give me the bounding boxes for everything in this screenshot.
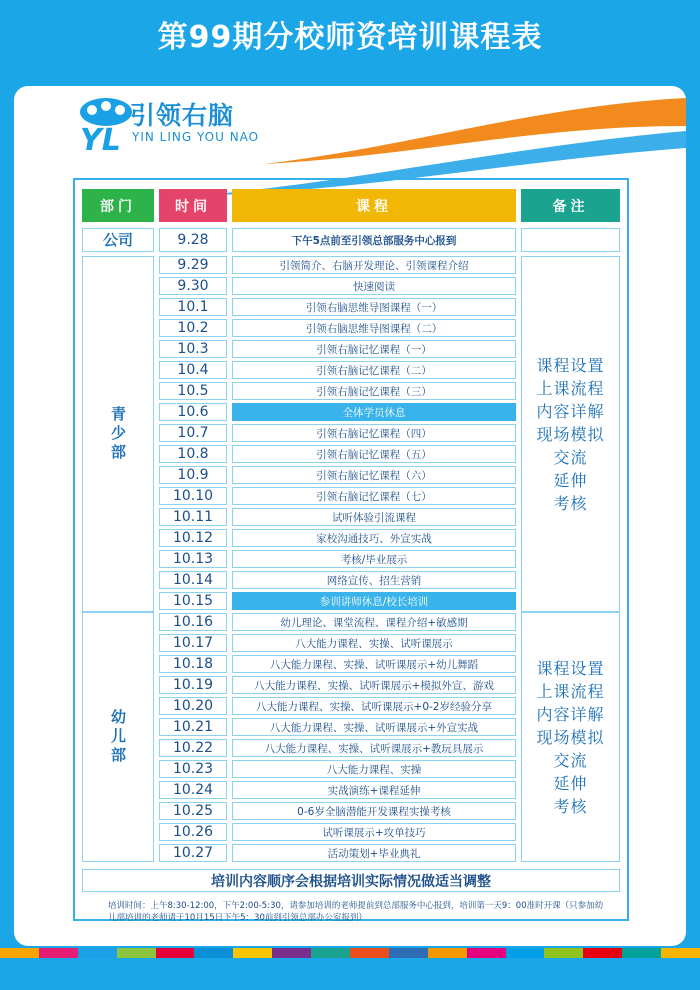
training-time-note: 培训时间：上午8:30-12:00，下午2:00-5:30，请参加培训的老师提前到总部服务中心报到，培训第一天9：00准时开课（只参加幼儿部培训的老师请于10月15日下午5：30前到引领总部办公室报到） [108, 901, 604, 923]
course-cell: 全体学员休息 [232, 403, 516, 421]
time-cell: 10.18 [159, 655, 227, 673]
time-cell: 10.20 [159, 697, 227, 715]
time-cell: 10.6 [159, 403, 227, 421]
dept-youth [82, 256, 154, 612]
time-cell: 10.25 [159, 802, 227, 820]
remark-line: 延伸 [553, 773, 588, 793]
remark-line: 课程设置 [536, 355, 605, 375]
course-cell: 引领右脑思维导图课程（一） [232, 298, 516, 316]
color-bar-segment [156, 948, 195, 958]
course-cell: 引领右脑记忆课程（六） [232, 466, 516, 484]
course-cell: 引领右脑思维导图课程（二） [232, 319, 516, 337]
dept-kids [82, 612, 154, 862]
brand-name-en: YIN LING YOU NAO [132, 130, 260, 144]
color-bar-segment [583, 948, 622, 958]
color-bar-segment [389, 948, 428, 958]
course-cell: 八大能力课程、实操、试听课展示+外宣实战 [232, 718, 516, 736]
remark-line: 上课流程 [536, 378, 605, 398]
remark-company [521, 228, 620, 252]
course-cell: 活动策划+毕业典礼 [232, 844, 516, 862]
remark-line: 内容详解 [536, 401, 605, 421]
course-cell: 引领右脑记忆课程（二） [232, 361, 516, 379]
course-cell: 八大能力课程、实操、试听课展示 [232, 634, 516, 652]
color-bar-segment [78, 948, 117, 958]
color-bar-segment [233, 948, 272, 958]
page-title: 第99期分校师资培训课程表 [157, 20, 543, 55]
time-cell: 10.8 [159, 445, 227, 463]
adjustment-notice: 培训内容顺序会根据培训实际情况做适当调整 [82, 869, 620, 892]
course-cell: 八大能力课程、实操、试听课展示+0-2岁经验分享 [232, 697, 516, 715]
remark-kids [521, 612, 620, 862]
course-cell: 0-6岁全脑潜能开发课程实操考核 [232, 802, 516, 820]
time-cell: 10.10 [159, 487, 227, 505]
logo-mark: YL [80, 123, 121, 154]
color-bar-segment [661, 948, 700, 958]
time-cell: 10.26 [159, 823, 227, 841]
course-cell: 引领右脑记忆课程（五） [232, 445, 516, 463]
remark-youth [521, 256, 620, 612]
course-cell: 网络宣传、招生营销 [232, 571, 516, 589]
time-cell: 10.24 [159, 781, 227, 799]
time-cell: 10.16 [159, 613, 227, 631]
time-cell: 10.12 [159, 529, 227, 547]
color-bar [0, 948, 700, 958]
course-cell: 八大能力课程、实操、试听课展示+模拟外宣、游戏 [232, 676, 516, 694]
course-cell: 下午5点前至引领总部服务中心报到 [232, 228, 516, 252]
time-cell: 10.7 [159, 424, 227, 442]
color-bar-segment [506, 948, 545, 958]
color-bar-segment [428, 948, 467, 958]
color-bar-segment [0, 948, 39, 958]
header-remark: 备注 [521, 189, 620, 222]
color-bar-segment [622, 948, 661, 958]
course-cell: 八大能力课程、实操 [232, 760, 516, 778]
time-cell: 10.17 [159, 634, 227, 652]
time-cell: 10.9 [159, 466, 227, 484]
time-cell: 10.5 [159, 382, 227, 400]
time-cell: 10.19 [159, 676, 227, 694]
color-bar-segment [350, 948, 389, 958]
course-cell: 实战演练+课程延伸 [232, 781, 516, 799]
course-cell: 八大能力课程、实操、试听课展示+教玩具展示 [232, 739, 516, 757]
time-cell: 10.14 [159, 571, 227, 589]
remark-line: 考核 [553, 493, 588, 513]
dept-youth-label: 青少部 [109, 405, 127, 463]
time-cell: 10.4 [159, 361, 227, 379]
remark-line: 课程设置 [536, 658, 605, 678]
color-bar-segment [117, 948, 156, 958]
course-cell: 引领右脑记忆课程（七） [232, 487, 516, 505]
course-cell: 引领右脑记忆课程（一） [232, 340, 516, 358]
time-cell: 10.22 [159, 739, 227, 757]
color-bar-segment [544, 948, 583, 958]
header-course: 课程 [232, 189, 516, 222]
time-cell: 10.3 [159, 340, 227, 358]
time-cell: 10.15 [159, 592, 227, 610]
time-cell: 10.2 [159, 319, 227, 337]
color-bar-segment [311, 948, 350, 958]
time-cell: 10.1 [159, 298, 227, 316]
remark-line: 延伸 [553, 470, 588, 490]
course-cell: 幼儿理论、课堂流程、课程介绍+敏感期 [232, 613, 516, 631]
time-cell: 10.21 [159, 718, 227, 736]
course-cell: 家校沟通技巧、外宣实战 [232, 529, 516, 547]
header-dept: 部门 [82, 189, 154, 222]
color-bar-segment [39, 948, 78, 958]
time-cell: 10.13 [159, 550, 227, 568]
time-cell: 9.29 [159, 256, 227, 274]
course-cell: 引领右脑记忆课程（四） [232, 424, 516, 442]
remark-line: 交流 [553, 750, 588, 770]
time-cell: 10.23 [159, 760, 227, 778]
color-bar-segment [194, 948, 233, 958]
dept-kids-label: 幼儿部 [109, 708, 127, 766]
time-cell: 10.11 [159, 508, 227, 526]
time-cell: 9.28 [159, 228, 227, 252]
course-cell: 引领简介、右脑开发理论、引领课程介绍 [232, 256, 516, 274]
course-cell: 八大能力课程、实操、试听课展示+幼儿舞蹈 [232, 655, 516, 673]
course-cell: 参训讲师休息/校长培训 [232, 592, 516, 610]
remark-line: 内容详解 [536, 704, 605, 724]
course-cell: 考核/毕业展示 [232, 550, 516, 568]
time-cell: 10.27 [159, 844, 227, 862]
color-bar-segment [272, 948, 311, 958]
brand-name: 引领右脑 [130, 101, 235, 130]
course-cell: 试听课展示+攻单技巧 [232, 823, 516, 841]
header-time: 时间 [159, 189, 227, 222]
course-cell: 快速阅读 [232, 277, 516, 295]
course-cell: 试听体验引流课程 [232, 508, 516, 526]
course-cell: 引领右脑记忆课程（三） [232, 382, 516, 400]
time-cell: 9.30 [159, 277, 227, 295]
remark-line: 交流 [553, 447, 588, 467]
dept-company: 公司 [82, 228, 154, 252]
remark-line: 考核 [553, 796, 588, 816]
remark-line: 现场模拟 [536, 424, 605, 444]
color-bar-segment [467, 948, 506, 958]
remark-line: 现场模拟 [536, 727, 605, 747]
remark-line: 上课流程 [536, 681, 605, 701]
